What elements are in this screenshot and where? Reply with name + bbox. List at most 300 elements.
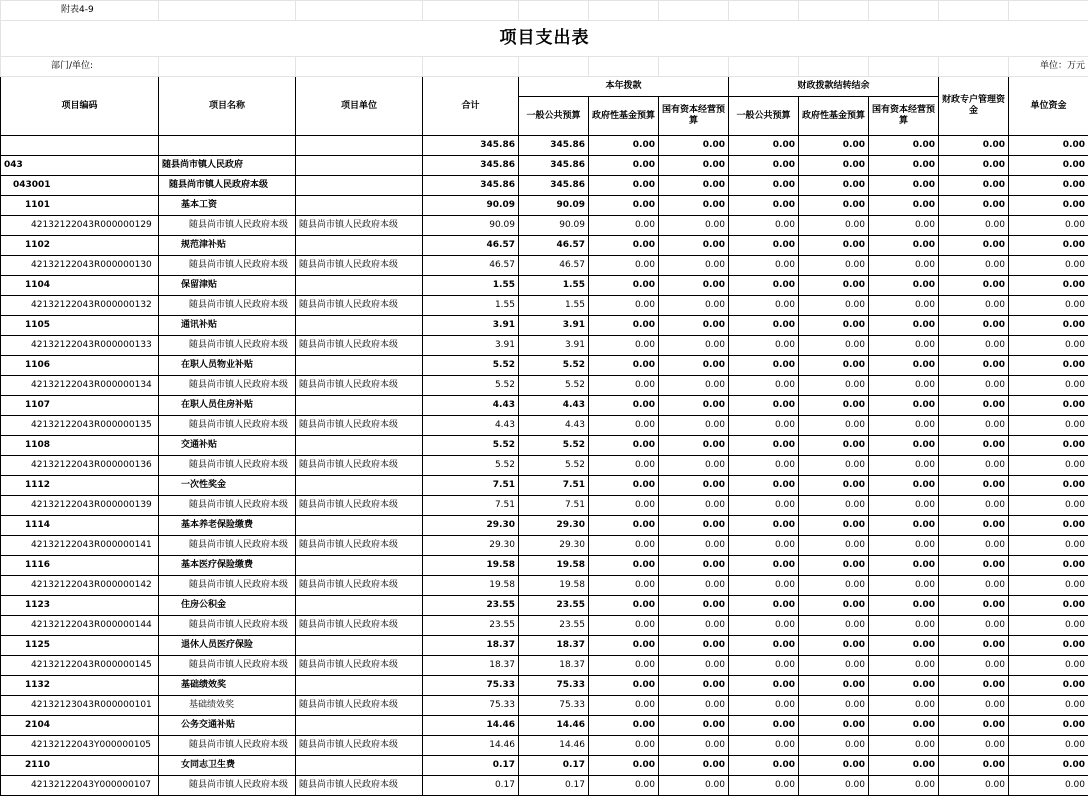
- amount-cell: 0.00: [729, 676, 799, 696]
- amount-cell: 0.00: [799, 776, 869, 796]
- project-name-cell: 随县尚市镇人民政府本级: [159, 216, 296, 236]
- amount-cell: 0.00: [869, 196, 939, 216]
- amount-cell: 0.00: [799, 676, 869, 696]
- project-unit-cell: [296, 756, 423, 776]
- amount-cell: 0.00: [869, 656, 939, 676]
- amount-cell: 0.00: [729, 176, 799, 196]
- amount-cell: 0.00: [799, 436, 869, 456]
- amount-cell: 0.00: [799, 236, 869, 256]
- amount-cell: 0.00: [589, 256, 659, 276]
- amount-cell: 0.17: [423, 776, 519, 796]
- amount-cell: 0.00: [589, 196, 659, 216]
- amount-cell: 0.00: [589, 456, 659, 476]
- project-code-cell: 42132123043R000000101: [1, 696, 159, 716]
- amount-cell: 18.37: [423, 636, 519, 656]
- table-row: [1, 136, 1088, 156]
- amount-cell: 75.33: [519, 696, 589, 716]
- table-body: [1, 136, 1088, 796]
- amount-cell: 5.52: [519, 456, 589, 476]
- amount-cell: 18.37: [423, 656, 519, 676]
- amount-cell: 0.00: [1009, 456, 1088, 476]
- amount-cell: 0.00: [939, 256, 1009, 276]
- table-row: [1, 176, 1088, 196]
- amount-cell: 23.55: [423, 616, 519, 636]
- amount-cell: 0.00: [799, 336, 869, 356]
- project-unit-cell: [296, 236, 423, 256]
- amount-cell: 0.00: [659, 216, 729, 236]
- amount-cell: 0.00: [589, 476, 659, 496]
- amount-cell: 46.57: [423, 256, 519, 276]
- table-row: [1, 756, 1088, 776]
- amount-cell: 0.00: [939, 596, 1009, 616]
- header-special-fund: 财政专户管理资金: [939, 77, 1009, 136]
- amount-cell: 0.00: [589, 776, 659, 796]
- project-unit-cell: [296, 136, 423, 156]
- amount-cell: 0.00: [729, 216, 799, 236]
- amount-cell: 3.91: [519, 336, 589, 356]
- amount-cell: 0.00: [659, 616, 729, 636]
- table-row: [1, 676, 1088, 696]
- header-name: 项目名称: [159, 77, 296, 136]
- amount-cell: 0.00: [589, 536, 659, 556]
- project-unit-cell: [296, 156, 423, 176]
- project-name-cell: 女同志卫生费: [159, 756, 296, 776]
- amount-cell: 0.00: [1009, 476, 1088, 496]
- project-name-cell: 基础绩效奖: [159, 696, 296, 716]
- amount-cell: 0.00: [729, 256, 799, 276]
- amount-cell: 0.00: [659, 596, 729, 616]
- header-gov-fund: 政府性基金预算: [589, 97, 659, 136]
- project-unit-cell: [296, 596, 423, 616]
- table-row: [1, 616, 1088, 636]
- project-code-cell: 42132122043R000000145: [1, 656, 159, 676]
- project-name-cell: 随县尚市镇人民政府本级: [159, 176, 296, 196]
- project-unit-cell: [296, 276, 423, 296]
- amount-cell: 5.52: [519, 436, 589, 456]
- project-code-cell: 42132122043R000000136: [1, 456, 159, 476]
- amount-cell: 0.00: [659, 136, 729, 156]
- amount-cell: 0.00: [1009, 536, 1088, 556]
- header-group-carryover: 财政拨款结转结余: [729, 77, 939, 97]
- amount-cell: 0.00: [869, 156, 939, 176]
- table-row: [1, 776, 1088, 796]
- amount-cell: 0.00: [869, 676, 939, 696]
- amount-cell: 5.52: [519, 356, 589, 376]
- amount-cell: 0.00: [729, 196, 799, 216]
- amount-cell: 0.00: [589, 396, 659, 416]
- amount-cell: 0.00: [939, 156, 1009, 176]
- amount-cell: 0.00: [729, 456, 799, 476]
- header-unit: 项目单位: [296, 77, 423, 136]
- amount-cell: 0.00: [939, 636, 1009, 656]
- amount-cell: 75.33: [423, 696, 519, 716]
- project-name-cell: 公务交通补贴: [159, 716, 296, 736]
- project-code-cell: 1104: [1, 276, 159, 296]
- project-name-cell: 基本医疗保险缴费: [159, 556, 296, 576]
- project-name-cell: 保留津贴: [159, 276, 296, 296]
- table-row: [1, 496, 1088, 516]
- amount-cell: 0.00: [799, 656, 869, 676]
- project-name-cell: 随县尚市镇人民政府本级: [159, 456, 296, 476]
- amount-cell: 0.00: [659, 376, 729, 396]
- amount-cell: 0.00: [589, 336, 659, 356]
- amount-cell: 0.00: [1009, 556, 1088, 576]
- amount-cell: 0.00: [589, 376, 659, 396]
- amount-cell: 0.00: [939, 336, 1009, 356]
- amount-cell: 0.00: [659, 196, 729, 216]
- amount-cell: 0.00: [589, 136, 659, 156]
- amount-cell: 0.00: [589, 756, 659, 776]
- amount-cell: 0.00: [799, 636, 869, 656]
- amount-cell: 345.86: [423, 156, 519, 176]
- project-name-cell: 随县尚市镇人民政府本级: [159, 416, 296, 436]
- amount-cell: 0.00: [729, 556, 799, 576]
- amount-cell: 19.58: [519, 576, 589, 596]
- project-unit-cell: [296, 176, 423, 196]
- project-code-cell: 42132122043R000000134: [1, 376, 159, 396]
- amount-cell: 0.00: [589, 236, 659, 256]
- amount-cell: 0.00: [589, 356, 659, 376]
- project-unit-cell: 随县尚市镇人民政府本级: [296, 336, 423, 356]
- project-code-cell: 2110: [1, 756, 159, 776]
- project-unit-cell: 随县尚市镇人民政府本级: [296, 536, 423, 556]
- amount-cell: 46.57: [519, 256, 589, 276]
- amount-cell: 0.00: [869, 396, 939, 416]
- amount-cell: 0.00: [869, 356, 939, 376]
- amount-cell: 0.00: [799, 576, 869, 596]
- project-unit-cell: 随县尚市镇人民政府本级: [296, 656, 423, 676]
- project-unit-cell: [296, 316, 423, 336]
- amount-cell: 0.00: [729, 536, 799, 556]
- amount-cell: 0.00: [939, 236, 1009, 256]
- amount-cell: 0.00: [799, 396, 869, 416]
- amount-cell: 0.00: [799, 196, 869, 216]
- project-name-cell: 交通补贴: [159, 436, 296, 456]
- amount-cell: 0.00: [589, 676, 659, 696]
- amount-cell: 0.00: [659, 416, 729, 436]
- project-unit-cell: [296, 396, 423, 416]
- project-name-cell: 随县尚市镇人民政府本级: [159, 296, 296, 316]
- header-gov-fund-2: 政府性基金预算: [799, 97, 869, 136]
- amount-cell: 0.00: [869, 236, 939, 256]
- amount-cell: 0.00: [1009, 236, 1088, 256]
- amount-cell: 0.00: [1009, 676, 1088, 696]
- project-unit-cell: [296, 516, 423, 536]
- table-row: [1, 516, 1088, 536]
- amount-cell: 0.00: [659, 676, 729, 696]
- amount-cell: 0.00: [1009, 296, 1088, 316]
- amount-cell: 23.55: [519, 616, 589, 636]
- amount-cell: 0.00: [869, 136, 939, 156]
- table-row: [1, 716, 1088, 736]
- amount-cell: 0.00: [1009, 736, 1088, 756]
- amount-cell: 0.00: [1009, 176, 1088, 196]
- amount-cell: 0.00: [729, 316, 799, 336]
- amount-cell: 0.00: [659, 476, 729, 496]
- amount-cell: 0.00: [869, 496, 939, 516]
- amount-cell: 1.55: [519, 276, 589, 296]
- amount-cell: 0.00: [659, 356, 729, 376]
- amount-cell: 0.00: [799, 716, 869, 736]
- table-row: [1, 536, 1088, 556]
- project-name-cell: 在职人员住房补贴: [159, 396, 296, 416]
- project-code-cell: 42132122043R000000139: [1, 496, 159, 516]
- project-code-cell: 2104: [1, 716, 159, 736]
- amount-cell: 0.00: [729, 636, 799, 656]
- amount-cell: 0.00: [799, 556, 869, 576]
- amount-cell: 0.00: [799, 296, 869, 316]
- project-name-cell: 随县尚市镇人民政府本级: [159, 576, 296, 596]
- project-name-cell: 随县尚市镇人民政府本级: [159, 536, 296, 556]
- amount-cell: 0.00: [659, 576, 729, 596]
- amount-cell: 0.00: [729, 336, 799, 356]
- amount-cell: 29.30: [423, 516, 519, 536]
- amount-cell: 14.46: [423, 716, 519, 736]
- amount-cell: 0.00: [659, 716, 729, 736]
- amount-cell: 0.00: [939, 716, 1009, 736]
- amount-cell: 0.00: [869, 296, 939, 316]
- project-unit-cell: 随县尚市镇人民政府本级: [296, 496, 423, 516]
- amount-cell: 0.00: [939, 536, 1009, 556]
- amount-cell: 0.00: [729, 696, 799, 716]
- amount-cell: 0.00: [589, 176, 659, 196]
- amount-cell: 0.00: [729, 716, 799, 736]
- project-unit-cell: 随县尚市镇人民政府本级: [296, 776, 423, 796]
- amount-cell: 0.00: [939, 276, 1009, 296]
- amount-cell: 90.09: [519, 216, 589, 236]
- amount-cell: 23.55: [519, 596, 589, 616]
- amount-cell: 0.00: [659, 776, 729, 796]
- project-code-cell: 1102: [1, 236, 159, 256]
- amount-cell: 345.86: [423, 136, 519, 156]
- amount-cell: 0.00: [799, 356, 869, 376]
- project-code-cell: [1, 136, 159, 156]
- amount-cell: 0.00: [659, 436, 729, 456]
- amount-cell: 0.00: [869, 776, 939, 796]
- amount-cell: 0.00: [939, 776, 1009, 796]
- amount-cell: 0.00: [939, 356, 1009, 376]
- project-code-cell: 42132122043R000000142: [1, 576, 159, 596]
- project-code-cell: 1107: [1, 396, 159, 416]
- amount-cell: 1.55: [519, 296, 589, 316]
- amount-cell: 345.86: [519, 156, 589, 176]
- amount-cell: 0.00: [1009, 356, 1088, 376]
- project-unit-cell: 随县尚市镇人民政府本级: [296, 416, 423, 436]
- amount-cell: 0.00: [659, 696, 729, 716]
- amount-cell: 0.00: [869, 476, 939, 496]
- amount-cell: 0.00: [939, 436, 1009, 456]
- project-name-cell: 随县尚市镇人民政府本级: [159, 256, 296, 276]
- amount-cell: 0.00: [1009, 156, 1088, 176]
- project-code-cell: 1106: [1, 356, 159, 376]
- amount-cell: 345.86: [519, 136, 589, 156]
- project-code-cell: 1101: [1, 196, 159, 216]
- amount-cell: 0.00: [1009, 196, 1088, 216]
- amount-cell: 0.00: [589, 596, 659, 616]
- amount-cell: 0.00: [659, 316, 729, 336]
- amount-cell: 0.00: [729, 356, 799, 376]
- project-name-cell: 一次性奖金: [159, 476, 296, 496]
- amount-cell: 0.00: [1009, 716, 1088, 736]
- amount-cell: 0.00: [659, 336, 729, 356]
- amount-cell: 0.00: [869, 616, 939, 636]
- project-unit-cell: [296, 676, 423, 696]
- amount-cell: 0.00: [589, 216, 659, 236]
- amount-cell: 0.00: [939, 576, 1009, 596]
- project-name-cell: 随县尚市镇人民政府: [159, 156, 296, 176]
- amount-cell: 0.00: [799, 536, 869, 556]
- header-gen-budget-2: 一般公共预算: [729, 97, 799, 136]
- amount-cell: 5.52: [423, 376, 519, 396]
- amount-cell: 345.86: [519, 176, 589, 196]
- project-code-cell: 42132122043R000000130: [1, 256, 159, 276]
- project-code-cell: 1116: [1, 556, 159, 576]
- amount-cell: 0.00: [799, 416, 869, 436]
- header-state-capital: 国有资本经营预算: [659, 97, 729, 136]
- project-unit-cell: [296, 436, 423, 456]
- project-unit-cell: 随县尚市镇人民政府本级: [296, 696, 423, 716]
- amount-cell: 0.00: [729, 496, 799, 516]
- table-row: [1, 276, 1088, 296]
- amount-cell: 0.00: [939, 496, 1009, 516]
- amount-cell: 0.00: [939, 456, 1009, 476]
- amount-cell: 0.00: [659, 496, 729, 516]
- amount-cell: 0.00: [799, 756, 869, 776]
- amount-cell: 0.00: [729, 576, 799, 596]
- amount-cell: 0.00: [1009, 276, 1088, 296]
- table-row: [1, 236, 1088, 256]
- table-row: [1, 636, 1088, 656]
- amount-cell: 7.51: [423, 476, 519, 496]
- table-row: [1, 156, 1088, 176]
- project-unit-cell: [296, 716, 423, 736]
- amount-cell: 5.52: [423, 456, 519, 476]
- project-unit-cell: 随县尚市镇人民政府本级: [296, 616, 423, 636]
- amount-cell: 0.00: [1009, 396, 1088, 416]
- amount-cell: 18.37: [519, 636, 589, 656]
- amount-cell: 4.43: [519, 416, 589, 436]
- amount-cell: 0.00: [799, 136, 869, 156]
- amount-cell: 0.00: [939, 296, 1009, 316]
- project-code-cell: 1105: [1, 316, 159, 336]
- project-code-cell: 42132122043R000000132: [1, 296, 159, 316]
- amount-cell: 0.00: [659, 516, 729, 536]
- project-unit-cell: [296, 636, 423, 656]
- amount-cell: 0.00: [659, 556, 729, 576]
- amount-cell: 0.00: [659, 636, 729, 656]
- amount-cell: 0.00: [799, 696, 869, 716]
- project-code-cell: 043: [1, 156, 159, 176]
- amount-cell: 0.00: [799, 616, 869, 636]
- project-code-cell: 1112: [1, 476, 159, 496]
- amount-cell: 0.00: [729, 156, 799, 176]
- amount-cell: 0.00: [799, 476, 869, 496]
- table-row: [1, 396, 1088, 416]
- amount-cell: 0.00: [869, 536, 939, 556]
- amount-cell: 0.00: [729, 476, 799, 496]
- project-unit-cell: [296, 556, 423, 576]
- amount-cell: 0.00: [1009, 376, 1088, 396]
- amount-cell: 0.00: [729, 276, 799, 296]
- amount-cell: 0.00: [939, 136, 1009, 156]
- amount-cell: 0.00: [869, 716, 939, 736]
- amount-cell: 0.00: [869, 336, 939, 356]
- amount-cell: 0.00: [799, 256, 869, 276]
- amount-cell: 0.00: [589, 496, 659, 516]
- project-code-cell: 42132122043Y000000105: [1, 736, 159, 756]
- amount-cell: 0.00: [1009, 576, 1088, 596]
- project-name-cell: 基础绩效奖: [159, 676, 296, 696]
- project-name-cell: 随县尚市镇人民政府本级: [159, 776, 296, 796]
- amount-cell: 0.00: [1009, 616, 1088, 636]
- amount-cell: 5.52: [423, 436, 519, 456]
- amount-cell: 0.00: [869, 256, 939, 276]
- amount-cell: 0.00: [799, 456, 869, 476]
- amount-cell: 0.00: [869, 736, 939, 756]
- amount-cell: 0.00: [869, 756, 939, 776]
- project-unit-cell: [296, 196, 423, 216]
- project-code-cell: 043001: [1, 176, 159, 196]
- amount-cell: 0.00: [589, 716, 659, 736]
- project-name-cell: 在职人员物业补贴: [159, 356, 296, 376]
- amount-cell: 0.00: [659, 756, 729, 776]
- project-code-cell: 1125: [1, 636, 159, 656]
- table-row: [1, 556, 1088, 576]
- amount-cell: 0.00: [729, 596, 799, 616]
- amount-cell: 0.00: [939, 756, 1009, 776]
- project-code-cell: 1123: [1, 596, 159, 616]
- project-code-cell: 42132122043R000000135: [1, 416, 159, 436]
- amount-cell: 0.00: [799, 596, 869, 616]
- amount-cell: 0.00: [659, 156, 729, 176]
- project-name-cell: 随县尚市镇人民政府本级: [159, 376, 296, 396]
- project-unit-cell: 随县尚市镇人民政府本级: [296, 256, 423, 276]
- amount-cell: 1.55: [423, 296, 519, 316]
- amount-cell: 75.33: [519, 676, 589, 696]
- table-row: [1, 316, 1088, 336]
- amount-cell: 0.17: [423, 756, 519, 776]
- amount-cell: 345.86: [423, 176, 519, 196]
- amount-cell: 0.00: [869, 316, 939, 336]
- amount-cell: 0.00: [799, 376, 869, 396]
- table-row: [1, 296, 1088, 316]
- table-row: [1, 476, 1088, 496]
- amount-cell: 90.09: [519, 196, 589, 216]
- table-row: [1, 696, 1088, 716]
- project-unit-cell: 随县尚市镇人民政府本级: [296, 376, 423, 396]
- amount-cell: 0.00: [659, 656, 729, 676]
- amount-cell: 0.00: [1009, 416, 1088, 436]
- amount-cell: 5.52: [423, 356, 519, 376]
- amount-cell: 14.46: [519, 736, 589, 756]
- amount-cell: 0.00: [1009, 596, 1088, 616]
- amount-cell: 0.00: [939, 396, 1009, 416]
- amount-cell: 0.00: [659, 396, 729, 416]
- amount-cell: 14.46: [423, 736, 519, 756]
- amount-cell: 0.00: [869, 556, 939, 576]
- amount-cell: 0.17: [519, 756, 589, 776]
- amount-cell: 19.58: [519, 556, 589, 576]
- amount-cell: 0.00: [939, 556, 1009, 576]
- header-group-current: 本年拨款: [519, 77, 729, 97]
- amount-cell: 0.00: [799, 276, 869, 296]
- amount-cell: 90.09: [423, 216, 519, 236]
- project-unit-cell: [296, 476, 423, 496]
- table-row: [1, 456, 1088, 476]
- amount-cell: 0.00: [729, 776, 799, 796]
- project-code-cell: 1132: [1, 676, 159, 696]
- amount-cell: 0.00: [939, 676, 1009, 696]
